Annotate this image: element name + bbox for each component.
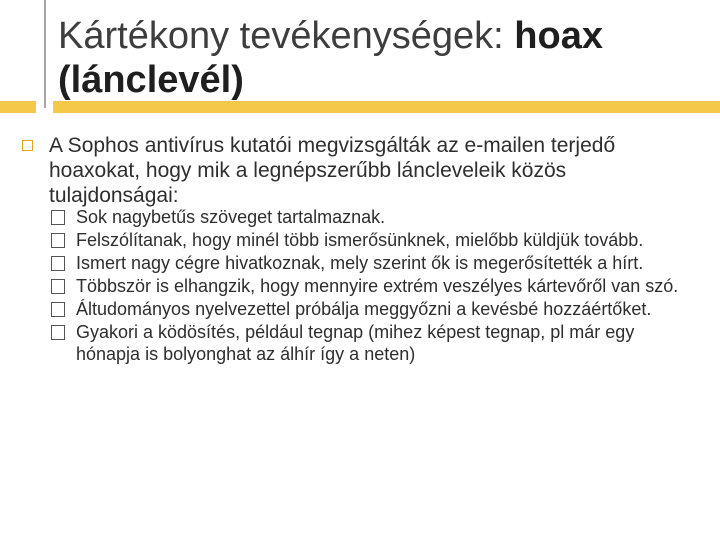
slide-title-plain: Kártékony tevékenységek: (58, 15, 515, 57)
list-item-text: Áltudományos nyelvezettel próbálja meggyőzni a kevésbé hozzáértőket. (76, 299, 652, 319)
list-item-text: Felszólítanak, hogy minél több ismerősünknek, mielőbb küldjük tovább. (76, 230, 644, 250)
list-item-text: Ismert nagy cégre hivatkoznak, mely szerint ők is megerősítették a hírt. (76, 253, 644, 273)
list-item-text: Sok nagybetűs szöveget tartalmaznak. (76, 207, 386, 227)
list-item (50, 275, 700, 297)
list-item (50, 252, 700, 274)
checkbox-bullet-icon (51, 302, 65, 317)
slide-title (58, 14, 698, 102)
main-point (49, 133, 689, 208)
main-point-text: A Sophos antivírus kutatói megvizsgálták az e-mailen terjedő hoaxokat, hogy mik a legnépszerűbb láncleveleik közös tulajdonságai: (49, 134, 616, 207)
list-item (50, 229, 700, 251)
list-item-text: Gyakori a ködösítés, például tegnap (mihez képest tegnap, pl már egy hónapja is bolyonghat az álhír így a neten) (76, 322, 635, 364)
list-item (50, 206, 700, 228)
accent-bar-left (0, 101, 36, 113)
list-item (50, 321, 700, 365)
checkbox-bullet-icon (51, 325, 65, 340)
list-item (50, 298, 700, 320)
list-item-text: Többször is elhangzik, hogy mennyire extrém veszélyes kártevőről van szó. (76, 276, 679, 296)
sub-point-list (50, 206, 700, 366)
title-divider-line (44, 0, 46, 108)
checkbox-bullet-icon (51, 279, 65, 294)
accent-bar-right (53, 101, 720, 113)
checkbox-bullet-icon (51, 210, 65, 225)
checkbox-bullet-icon (51, 233, 65, 248)
checkbox-bullet-icon (51, 256, 65, 271)
square-bullet-icon (22, 140, 33, 151)
slide-title-bold: hoax (lánclevél) (58, 15, 603, 101)
